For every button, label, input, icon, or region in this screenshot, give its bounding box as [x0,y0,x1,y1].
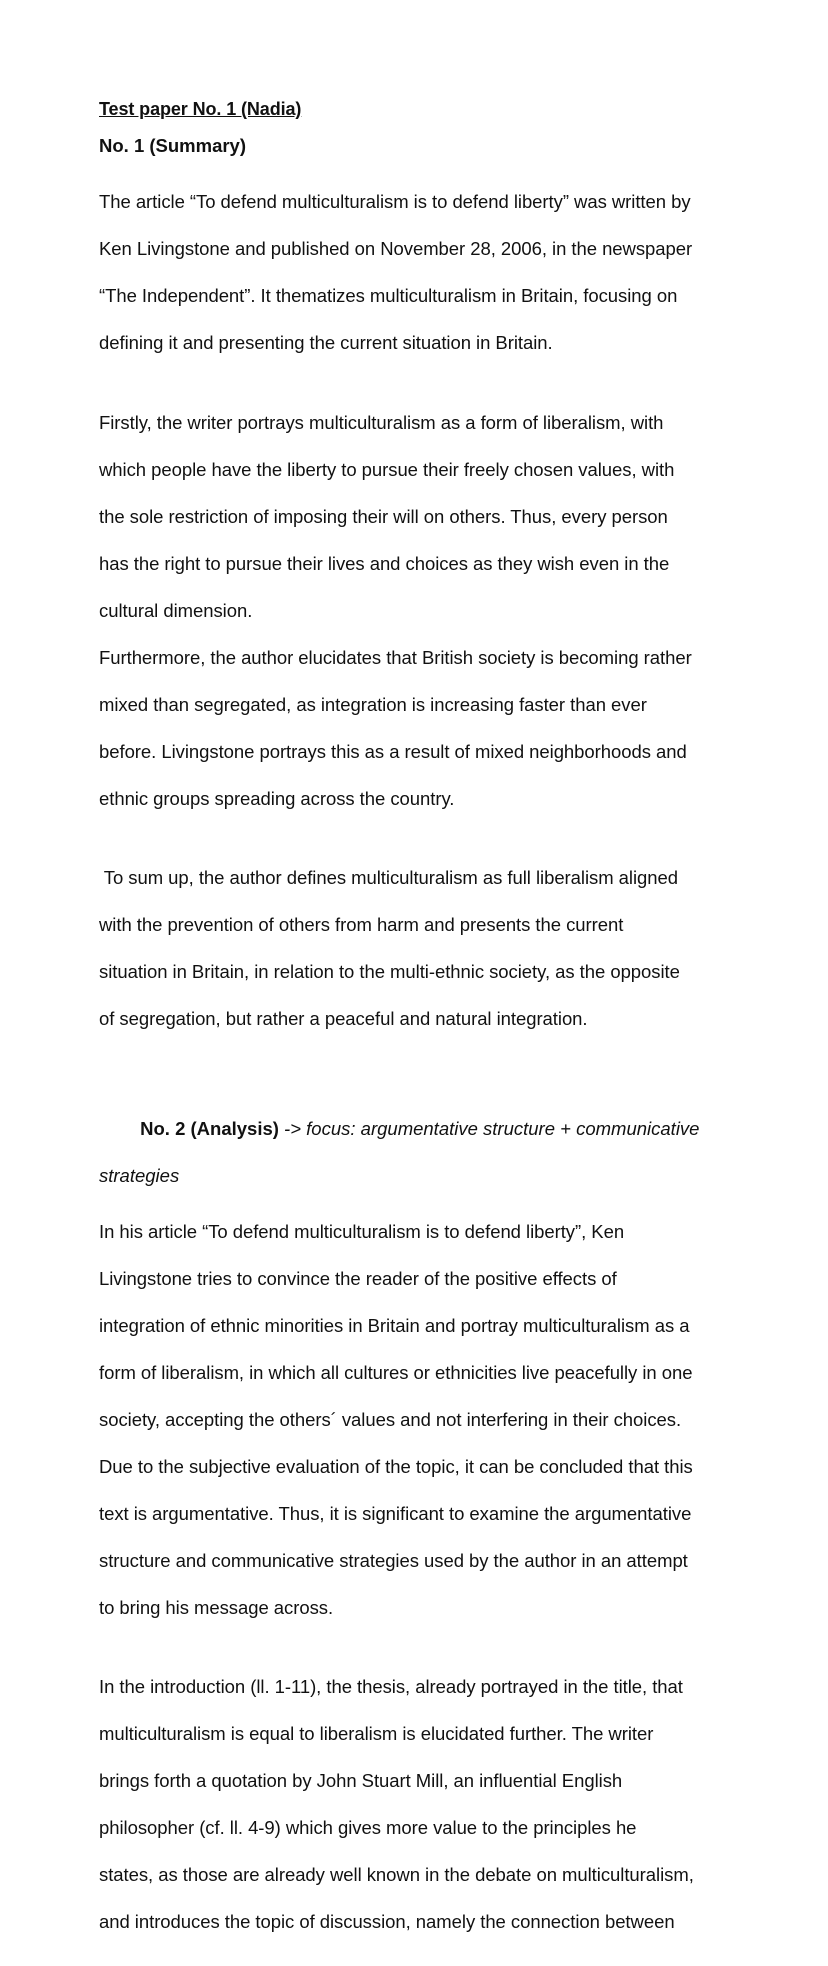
text-line: the sole restriction of imposing their will on others. Thus, every person [99,505,668,527]
text-line: To sum up, the author defines multiculturalism as full liberalism aligned [99,867,678,888]
section-heading-analysis [99,1093,739,1187]
text-line: philosopher (cf. ll. 4-9) which gives more value to the principles he [99,1817,637,1838]
text-line: text is argumentative. Thus, it is significant to examine the argumentative [99,1502,692,1524]
text-line: states, as those are already well known in the debate on multiculturalism, [99,1864,694,1885]
text-line: which people have the liberty to pursue their freely chosen values, with [99,458,675,480]
analysis-paragraph-2 [99,1652,739,1958]
text-line: brings forth a quotation by John Stuart Mill, an influential English [99,1770,623,1791]
text-line: structure and communicative strategies used by the author in an attempt [99,1549,688,1571]
text-line: mixed than segregated, as integration is increasing faster than ever [99,693,647,715]
text-line: Due to the subjective evaluation of the topic, it can be concluded that this [99,1455,693,1477]
text-line: integration of ethnic minorities in Britain and portray multiculturalism as a [99,1314,690,1336]
text-line: of segregation, but rather a peaceful and natural integration. [99,1008,588,1029]
text-line: situation in Britain, in relation to the multi-ethnic society, as the opposite [99,961,680,982]
text-line: has the right to pursue their lives and choices as they wish even in the [99,552,670,574]
document-title: Test paper No. 1 (Nadia) [99,99,302,119]
summary-paragraph-2 [99,387,739,834]
analysis-paragraph-1 [99,1196,739,1643]
summary-paragraph-1 [99,167,739,379]
text-line: multiculturalism is equal to liberalism is elucidated further. The writer [99,1723,654,1744]
text-line: to bring his message across. [99,1596,334,1618]
text-line: “The Independent”. It thematizes multiculturalism in Britain, focusing on [99,285,678,306]
section-focus-note: -> focus: argumentative structure + communicative [278,1117,700,1139]
text-line: In his article “To defend multiculturalism is to defend liberty”, Ken [99,1220,625,1242]
text-line: before. Livingstone portrays this as a result of mixed neighborhoods and [99,740,687,762]
text-line: Livingstone tries to convince the reader of the positive effects of [99,1267,617,1289]
text-line: Firstly, the writer portrays multiculturalism as a form of liberalism, with [99,411,664,433]
section-summary [99,134,739,1054]
text-line: form of liberalism, in which all cultures or ethnicities live peacefully in one [99,1361,693,1383]
text-line: society, accepting the others´ values and not interfering in their choices. [99,1408,682,1430]
document-page [99,98,739,1966]
summary-paragraph-3 [99,843,739,1055]
section-focus-note-continued: strategies [99,1164,180,1186]
text-line: The article “To defend multiculturalism is to defend liberty” was written by [99,191,691,212]
text-line: with the prevention of others from harm and presents the current [99,914,624,935]
text-line: and introduces the topic of discussion, namely the connection between [99,1911,675,1932]
section-spacer [99,1063,739,1093]
section-heading-summary: No. 1 (Summary) [99,135,247,156]
text-line: ethnic groups spreading across the country. [99,787,455,809]
text-line: Ken Livingstone and published on November 28, 2006, in the newspaper [99,238,693,259]
section-analysis [99,1093,739,1957]
text-line: In the introduction (ll. 1-11), the thesis, already portrayed in the title, that [99,1676,683,1697]
text-line: Furthermore, the author elucidates that British society is becoming rather [99,646,692,668]
section-heading-label: No. 2 (Analysis) [140,1117,279,1139]
text-line: defining it and presenting the current situation in Britain. [99,332,553,353]
text-line: cultural dimension. [99,599,253,621]
